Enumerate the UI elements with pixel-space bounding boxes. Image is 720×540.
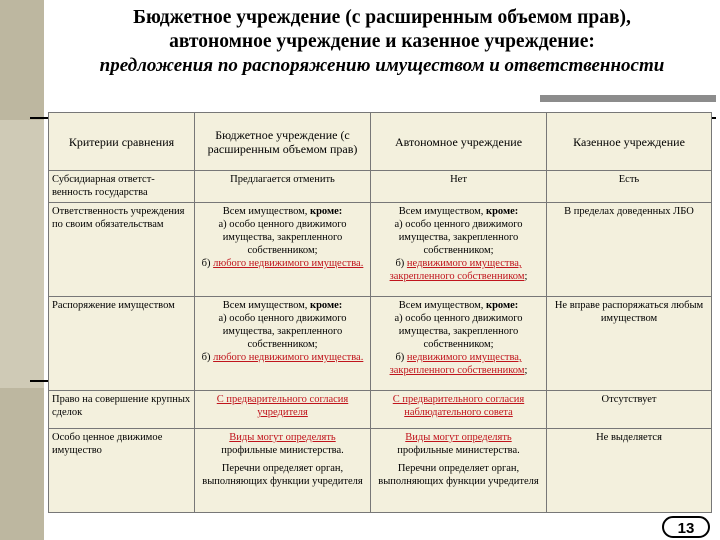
table-header-row [49,113,712,171]
header-criteria: Критерии сравнения [49,113,195,171]
cell-state: В пределах доведенных ЛБО [547,203,712,297]
row-criterion: Особо ценное движимое имущество [49,429,195,513]
cell-state: Не выделяется [547,429,712,513]
table-row [49,391,712,429]
highlighted-text: Виды могут определять [405,432,512,443]
highlighted-text: недвижимого имущества, закрепленного собственником [389,352,525,376]
title-line-2: автономное учреждение и казенное учреждение: [169,31,595,52]
row-criterion: Субсидиарная ответст-венность государства [49,171,195,203]
cell-state: Есть [547,171,712,203]
row-criterion: Ответственность учреждения по своим обязательствам [49,203,195,297]
cell-budget: Всем имуществом, кроме: а) особо ценного движимого имущества, закрепленного собственником; б) любого недвижимого имущества. [195,203,371,297]
cell-state: Не вправе распоряжаться любым имуществом [547,297,712,391]
left-decorative-band [0,0,44,540]
slide-title [44,6,720,78]
page-number-badge: 13 [662,516,710,538]
header-budget: Бюджетное учреждение (с расширенным объемом прав) [195,113,371,171]
highlighted-text: Виды могут определять [229,432,336,443]
header-state: Казенное учреждение [547,113,712,171]
cell-budget: Всем имуществом, кроме: а) особо ценного движимого имущества, закрепленного собственником; б) любого недвижимого имущества. [195,297,371,391]
highlighted-text: С предварительного согласия учредителя [216,394,349,418]
title-line-1: Бюджетное учреждение (с расширенным объемом прав), [133,7,631,28]
highlighted-text: С предварительного согласия наблюдательного совета [392,394,525,418]
title-subtitle: предложения по распоряжению имуществом и ответственности [99,55,665,76]
cell-autonomous: Всем имуществом, кроме: а) особо ценного движимого имущества, закрепленного собственником; б) недвижимого имущества, закрепленного собственником; [371,203,547,297]
highlighted-text: недвижимого имущества, закрепленного собственником [389,258,525,282]
left-band-light-segment [0,120,44,388]
table-row [49,297,712,391]
cell-budget: Виды могут определять профильные министерства. Перечни определяет орган, выполняющих функции учредителя [195,429,371,513]
row-criterion: Распоряжение имуществом [49,297,195,391]
cell-state: Отсутствует [547,391,712,429]
row-criterion: Право на совершение крупных сделок [49,391,195,429]
cell-autonomous: Нет [371,171,547,203]
gray-accent-bar [540,95,716,102]
cell-autonomous: Всем имуществом, кроме: а) особо ценного движимого имущества, закрепленного собственником; б) недвижимого имущества, закрепленного собственником; [371,297,547,391]
header-autonomous: Автономное учреждение [371,113,547,171]
table-row [49,203,712,297]
cell-autonomous [371,391,547,429]
comparison-table [48,112,712,513]
cell-budget: Предлагается отменить [195,171,371,203]
table-row [49,429,712,513]
cell-budget [195,391,371,429]
cell-autonomous: Виды могут определять профильные министерства. Перечни определяет орган, выполняющих функции учредителя [371,429,547,513]
table-row [49,171,712,203]
highlighted-text: любого недвижимого имущества. [213,258,364,269]
highlighted-text: любого недвижимого имущества. [213,352,364,363]
